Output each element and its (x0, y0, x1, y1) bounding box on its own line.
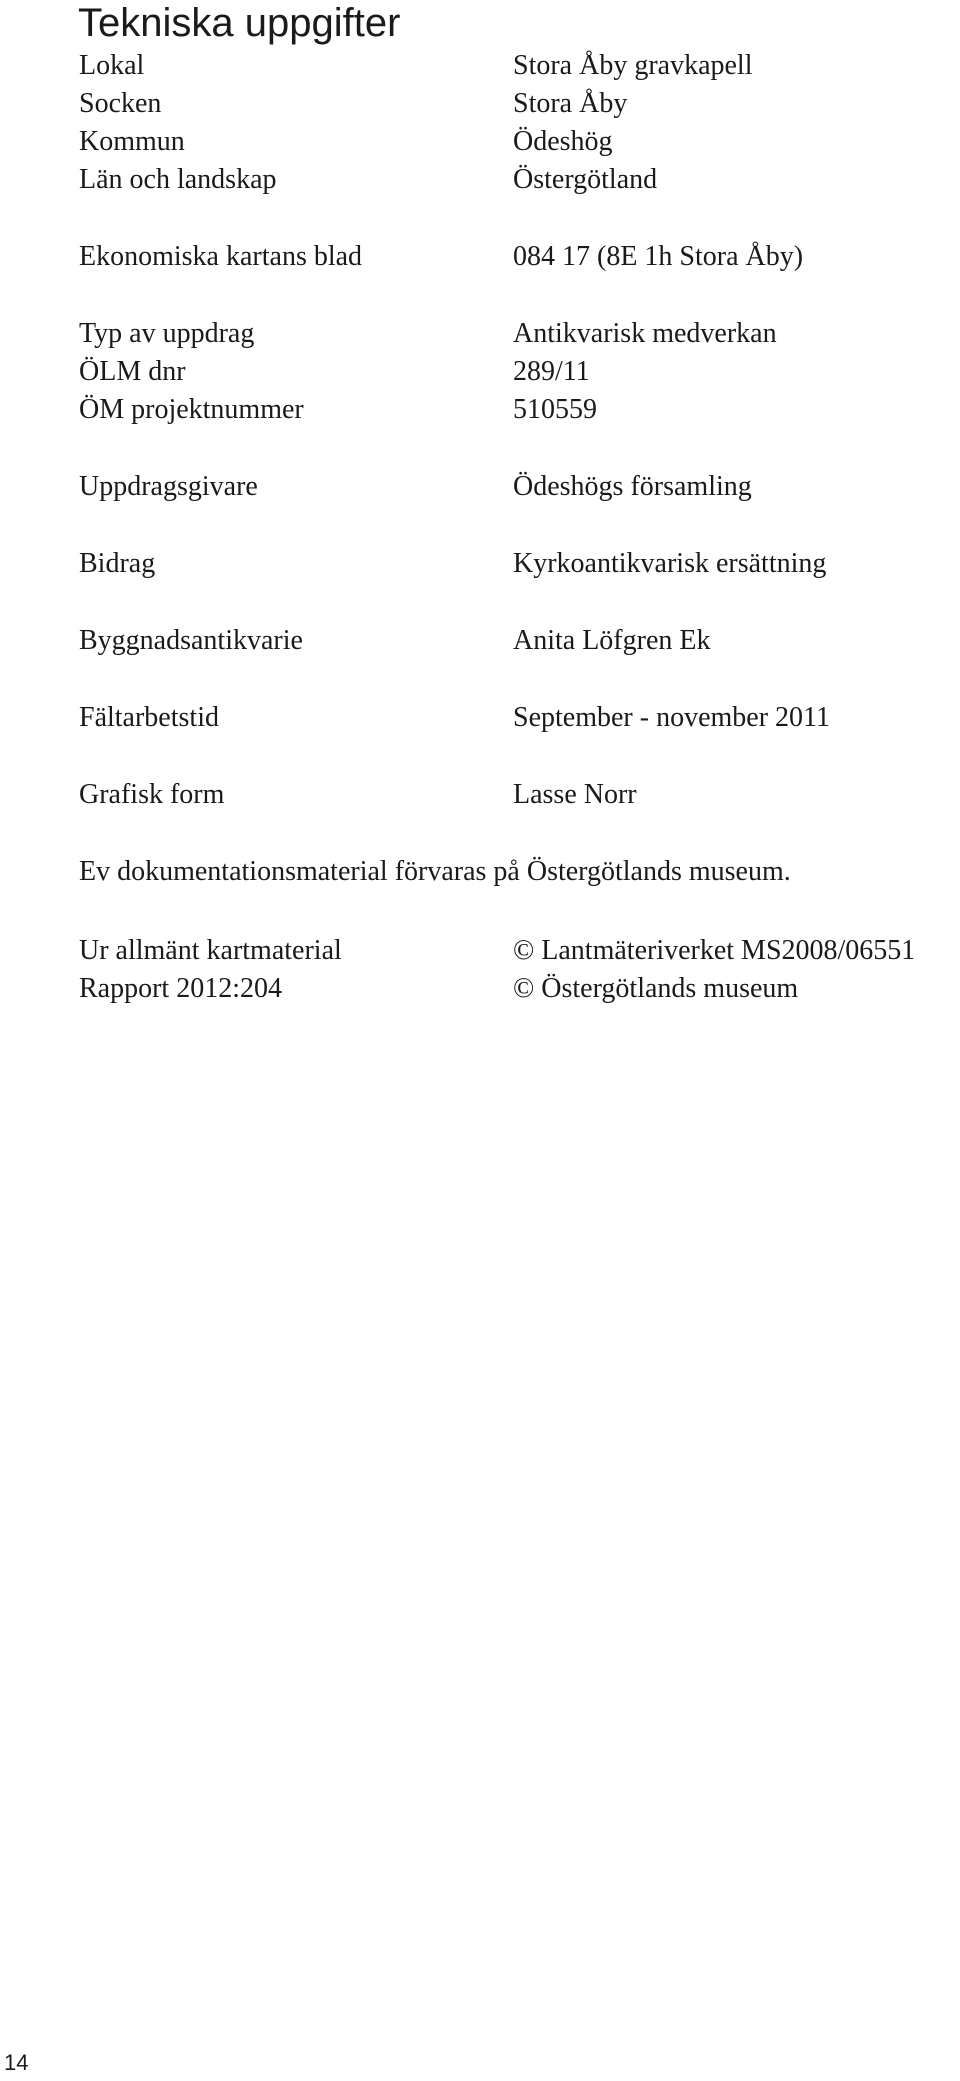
detail-label: Grafisk form (79, 779, 225, 810)
detail-value: 289/11 (513, 356, 590, 387)
detail-row-olm-dnr (0, 353, 960, 391)
detail-value: Lasse Norr (513, 779, 637, 810)
detail-value: September - november 2011 (513, 702, 830, 733)
detail-value: Östergötland (513, 164, 658, 195)
detail-row-ekonomiska-kartans-blad (0, 238, 960, 276)
credit-row-rapport (0, 970, 960, 1008)
detail-label: Typ av uppdrag (79, 318, 255, 349)
credit-label: Ur allmänt kartmaterial (79, 935, 342, 966)
storage-note: Ev dokumentationsmaterial förvaras på Östergötlands museum. (79, 856, 791, 887)
detail-row-socken (0, 85, 960, 123)
detail-label: Lokal (79, 50, 145, 81)
detail-row-faltarbetstid (0, 699, 960, 737)
detail-row-uppdragsgivare (0, 468, 960, 506)
detail-value: 084 17 (8E 1h Stora Åby) (513, 241, 804, 272)
detail-label: Kommun (79, 126, 185, 157)
detail-value: Ödeshögs församling (513, 471, 752, 502)
credit-value: © Östergötlands museum (513, 973, 799, 1004)
detail-label: ÖLM dnr (79, 356, 186, 387)
detail-value: 510559 (513, 394, 597, 425)
detail-label: Socken (79, 88, 162, 119)
page-number: 14 (4, 2050, 29, 2075)
detail-value: Ödeshög (513, 126, 613, 157)
detail-row-grafisk-form (0, 776, 960, 814)
credit-value: © Lantmäteriverket MS2008/06551 (513, 935, 916, 966)
credit-row-kartmaterial (0, 932, 960, 970)
detail-label: Uppdragsgivare (79, 471, 258, 502)
detail-row-om-projektnummer (0, 391, 960, 429)
detail-row-typ-av-uppdrag (0, 315, 960, 353)
detail-value: Stora Åby (513, 88, 628, 119)
detail-value: Kyrkoantikvarisk ersättning (513, 548, 827, 579)
detail-label: ÖM projektnummer (79, 394, 304, 425)
credit-label: Rapport 2012:204 (79, 973, 282, 1004)
detail-label: Ekonomiska kartans blad (79, 241, 363, 272)
detail-label: Bidrag (79, 548, 156, 579)
detail-label: Fältarbetstid (79, 702, 219, 733)
detail-value: Stora Åby gravkapell (513, 50, 753, 81)
detail-row-lan-och-landskap (0, 161, 960, 199)
detail-value: Anita Löfgren Ek (513, 625, 711, 656)
detail-label: Län och landskap (79, 164, 277, 195)
detail-row-kommun (0, 123, 960, 161)
detail-row-byggnadsantikvarie (0, 622, 960, 660)
detail-value: Antikvarisk medverkan (513, 318, 777, 349)
detail-row-bidrag (0, 545, 960, 583)
page-title: Tekniska uppgifter (78, 1, 401, 45)
detail-label: Byggnadsantikvarie (79, 625, 303, 656)
detail-row-lokal (0, 47, 960, 85)
